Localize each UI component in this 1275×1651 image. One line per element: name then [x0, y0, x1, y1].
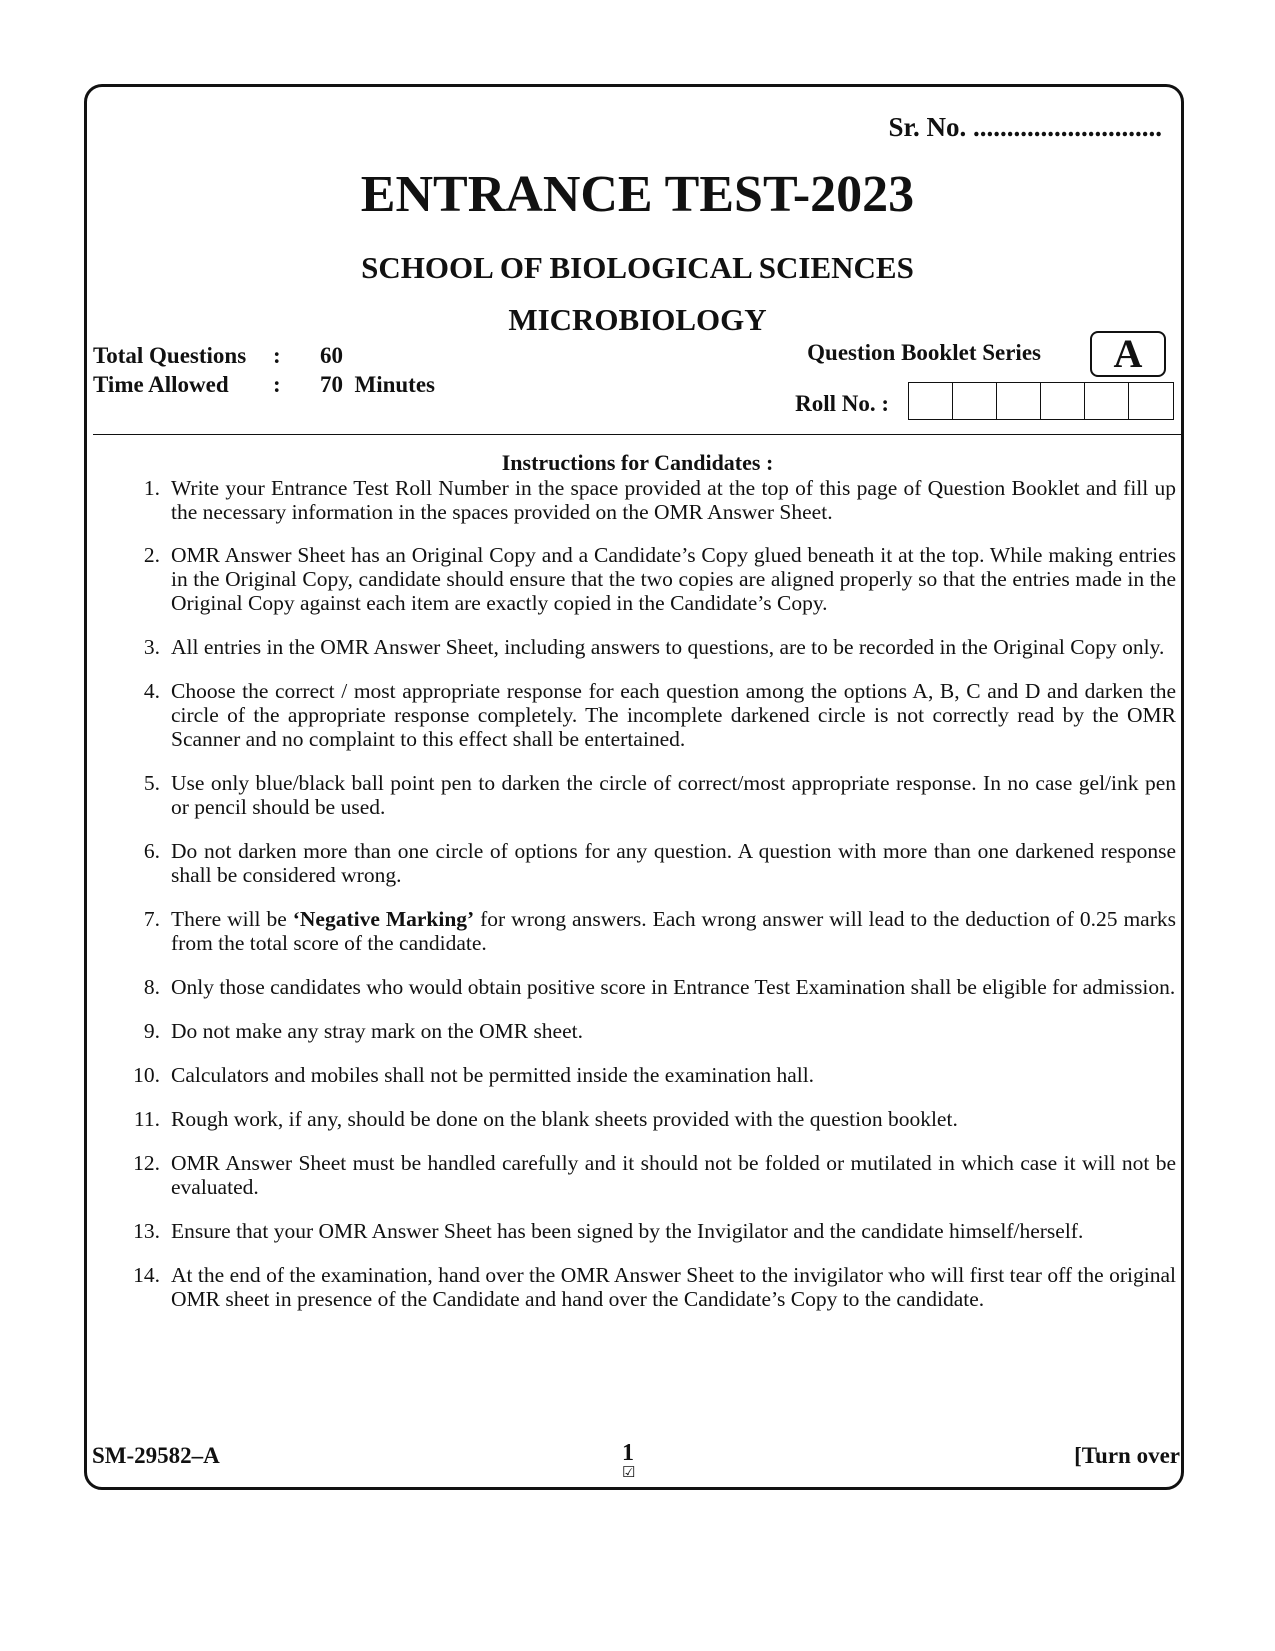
- instruction-number: 2.: [143, 543, 160, 567]
- instruction-number: 11.: [133, 1107, 160, 1131]
- instruction-item: [126, 476, 1176, 524]
- roll-digit-box[interactable]: [1085, 383, 1129, 419]
- header-divider: [93, 434, 1183, 435]
- instruction-number: 10.: [133, 1063, 160, 1087]
- total-questions-colon: :: [273, 343, 281, 368]
- instruction-number: 5.: [143, 771, 160, 795]
- instruction-text: There will be: [171, 907, 293, 931]
- serial-number: Sr. No. ............................: [888, 112, 1162, 142]
- instruction-number: 7.: [143, 907, 160, 931]
- page-title: ENTRANCE TEST-2023: [360, 166, 915, 223]
- instruction-number: 8.: [143, 975, 160, 999]
- time-allowed-label: Time Allowed: [93, 372, 229, 397]
- turn-over-note: [Turn over: [1074, 1443, 1180, 1468]
- time-allowed-colon: :: [273, 372, 281, 397]
- instructions-heading: Instructions for Candidates :: [501, 450, 774, 475]
- roll-digit-box[interactable]: [997, 383, 1041, 419]
- instruction-item: [126, 635, 1176, 659]
- instruction-text: Choose the correct / most appropriate response for each question among the options A, B, C and D and darken the circle of the appropriate response completely. The incomplete darkened circle is not correctly read by the OMR Scanner and no complaint to this effect shall be entertained.: [171, 679, 1176, 751]
- instruction-text: Use only blue/black ball point pen to darken the circle of correct/most appropriate response. In no case gel/ink pen or pencil should be used.: [171, 771, 1176, 819]
- instruction-item: [126, 543, 1176, 615]
- instruction-item: [126, 1019, 1176, 1043]
- subject-name: MICROBIOLOGY: [508, 302, 767, 337]
- negative-marking-emphasis: ‘Negative Marking’: [292, 907, 475, 931]
- instruction-text: for wrong answers. Each wrong answer will lead to the deduction of 0.25 marks from the total score of the candidate.: [171, 907, 1182, 955]
- instruction-number: 13.: [133, 1219, 160, 1243]
- instruction-item: [126, 907, 1182, 955]
- instruction-item: [126, 1063, 1176, 1087]
- instruction-number: 3.: [143, 635, 160, 659]
- roll-number-boxes[interactable]: [908, 382, 1174, 420]
- instruction-text: OMR Answer Sheet has an Original Copy and a Candidate’s Copy glued beneath it at the top. While making entries in the Original Copy, candidate should ensure that the two copies are aligned properly so that the entries made in the Original Copy against each item are exactly copied in the Candidate’s Copy.: [171, 543, 1176, 615]
- instruction-item: [126, 1107, 1176, 1131]
- roll-digit-box[interactable]: [1041, 383, 1085, 419]
- roll-digit-box[interactable]: [1129, 383, 1173, 419]
- instruction-text: At the end of the examination, hand over the OMR Answer Sheet to the invigilator who will first tear off the original OMR sheet in presence of the Candidate and hand over the Candidate’s Copy to the candidate.: [171, 1263, 1176, 1311]
- instruction-text: All entries in the OMR Answer Sheet, including answers to questions, are to be recorded in the Original Copy only.: [171, 635, 1165, 659]
- instruction-text: Calculators and mobiles shall not be permitted inside the examination hall.: [171, 1063, 815, 1087]
- roll-number-label: Roll No. :: [795, 391, 889, 416]
- instruction-item: [126, 1219, 1176, 1243]
- instruction-number: 12.: [133, 1151, 160, 1175]
- total-questions-label: Total Questions: [93, 343, 247, 368]
- instruction-number: 14.: [133, 1263, 160, 1287]
- instruction-text: Rough work, if any, should be done on the blank sheets provided with the question booklet.: [171, 1107, 958, 1131]
- instruction-text: Only those candidates who would obtain positive score in Entrance Test Examination shall be eligible for admission.: [171, 975, 1176, 999]
- page-number: 1: [622, 1440, 634, 1466]
- instruction-text: OMR Answer Sheet must be handled carefully and it should not be folded or mutilated in which case it will not be evaluated.: [171, 1151, 1176, 1199]
- instruction-item: [126, 1151, 1176, 1199]
- instruction-item: [126, 771, 1176, 819]
- roll-digit-box[interactable]: [953, 383, 997, 419]
- booklet-series-value: A: [1090, 331, 1166, 377]
- instruction-text: Do not darken more than one circle of options for any question. A question with more than one darkened response shall be considered wrong.: [171, 839, 1176, 887]
- instruction-number: 6.: [143, 839, 160, 863]
- instruction-number: 1.: [143, 476, 160, 500]
- total-questions-value: 60: [320, 343, 343, 368]
- instruction-number: 4.: [143, 679, 160, 703]
- instruction-item: [126, 1263, 1176, 1311]
- time-allowed-value: 70 Minutes: [320, 372, 435, 397]
- instructions-list: [126, 476, 1182, 1311]
- instruction-number: 9.: [143, 1019, 160, 1043]
- booklet-series-label: Question Booklet Series: [807, 340, 1041, 365]
- school-name: SCHOOL OF BIOLOGICAL SCIENCES: [361, 250, 914, 285]
- instruction-text: Do not make any stray mark on the OMR sheet.: [171, 1019, 583, 1043]
- booklet-code: SM-29582–A: [92, 1443, 220, 1468]
- instruction-item: [126, 839, 1176, 887]
- instruction-item: [126, 975, 1176, 999]
- instruction-text: Ensure that your OMR Answer Sheet has been signed by the Invigilator and the candidate himself/herself.: [171, 1219, 1084, 1243]
- instruction-text: Write your Entrance Test Roll Number in the space provided at the top of this page of Question Booklet and fill up the necessary information in the spaces provided on the OMR Answer Sheet.: [171, 476, 1176, 524]
- instruction-item: [126, 679, 1176, 751]
- roll-digit-box[interactable]: [909, 383, 953, 419]
- check-box-icon: ☑: [622, 1465, 636, 1481]
